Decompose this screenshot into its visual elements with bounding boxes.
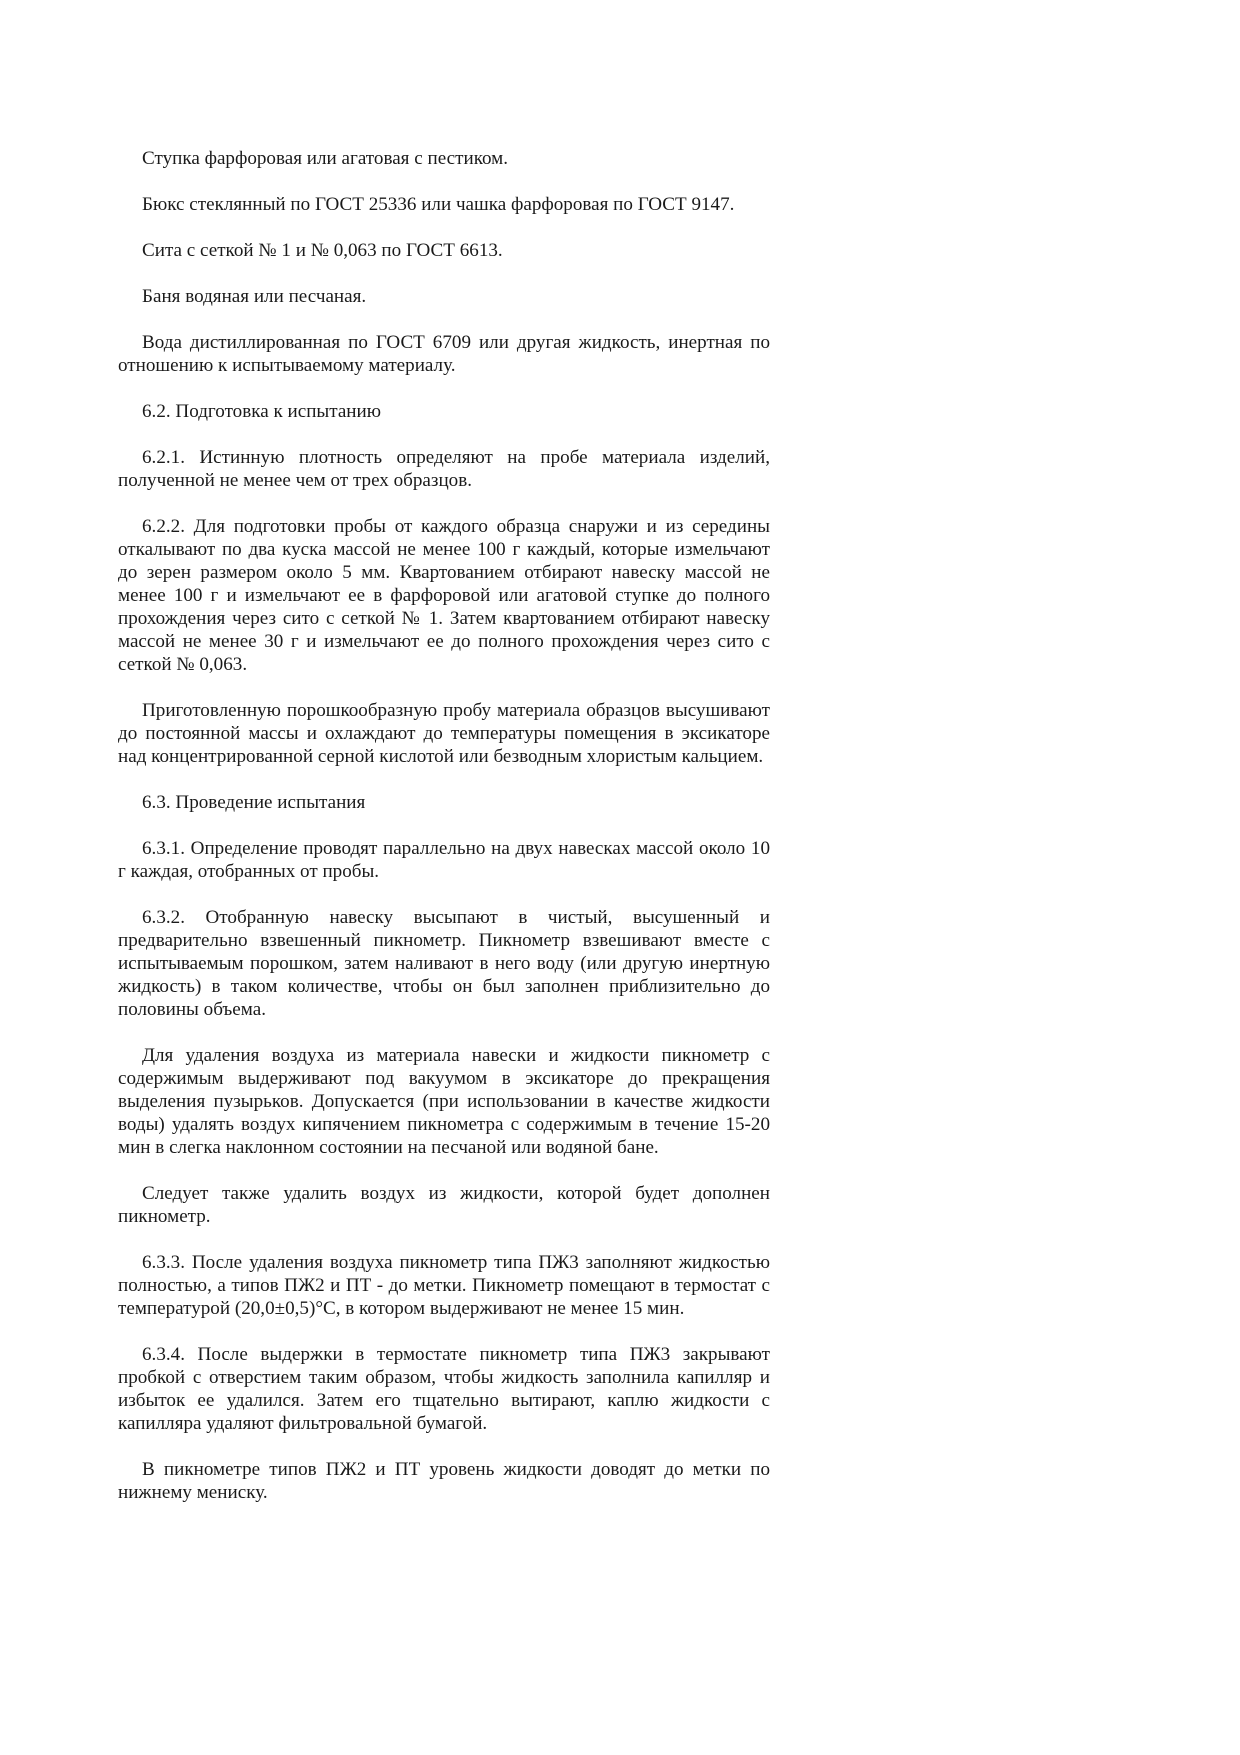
section-heading-6-2: 6.2. Подготовка к испытанию — [142, 401, 381, 422]
paragraph-meniscus-level: В пикнометре типов ПЖ2 и ПТ уровень жидкости доводят до метки по нижнему мениску. — [118, 1459, 770, 1503]
paragraph-liquid-degassing: Следует также удалить воздух из жидкости, которой будет дополнен пикнометр. — [118, 1183, 770, 1227]
paragraph-equipment-weighing-bottle: Бюкс стеклянный по ГОСТ 25336 или чашка фарфоровая по ГОСТ 9147. — [142, 194, 735, 215]
section-heading-6-3: 6.3. Проведение испытания — [142, 792, 366, 813]
paragraph-equipment-sieves: Сита с сеткой № 1 и № 0,063 по ГОСТ 6613. — [142, 240, 503, 261]
paragraph-6-2-1: 6.2.1. Истинную плотность определяют на пробе материала изделий, полученной не менее чем от трех образцов. — [118, 447, 770, 491]
paragraph-air-removal: Для удаления воздуха из материала навески и жидкости пикнометр с содержимым выдерживают под вакуумом в эксикаторе до прекращения выделения пузырьков. Допускается (при использовании в качестве жидкости воды) удалять воздух кипячением пикнометра с содержимым в течение 15-20 мин в слегка наклонном состоянии на песчаной или водяной бане. — [118, 1045, 770, 1158]
paragraph-equipment-mortar: Ступка фарфоровая или агатовая с пестиком. — [142, 148, 509, 169]
document-page — [118, 147, 770, 1527]
paragraph-6-2-2: 6.2.2. Для подготовки пробы от каждого образца снаружи и из середины откалывают по два куска массой не менее 100 г каждый, которые измельчают до зерен размером около 5 мм. Квартованием отбирают навеску массой не менее 100 г и измельчают ее в фарфоровой или агатовой ступке до полного прохождения через сито с сеткой № 1. Затем квартованием отбирают навеску массой не менее 30 г и измельчают ее до полного прохождения через сито с сеткой № 0,063. — [118, 516, 770, 675]
paragraph-sample-drying: Приготовленную порошкообразную пробу материала образцов высушивают до постоянной массы и охлаждают до температуры помещения в эксикаторе над концентрированной серной кислотой или безводным хлористым кальцием. — [118, 700, 770, 767]
paragraph-6-3-3: 6.3.3. После удаления воздуха пикнометр типа ПЖ3 заполняют жидкостью полностью, а типов ПЖ2 и ПТ - до метки. Пикнометр помещают в термостат с температурой (20,0±0,5)°С, в котором выдерживают не менее 15 мин. — [118, 1252, 770, 1319]
paragraph-equipment-bath: Баня водяная или песчаная. — [142, 286, 367, 307]
paragraph-6-3-1: 6.3.1. Определение проводят параллельно на двух навесках массой около 10 г каждая, отобранных от пробы. — [118, 838, 770, 882]
paragraph-6-3-4: 6.3.4. После выдержки в термостате пикнометр типа ПЖ3 закрывают пробкой с отверстием таким образом, чтобы жидкость заполнила капилляр и избыток ее удалился. Затем его тщательно вытирают, каплю жидкости с капилляра удаляют фильтровальной бумагой. — [118, 1344, 770, 1434]
paragraph-6-3-2: 6.3.2. Отобранную навеску высыпают в чистый, высушенный и предварительно взвешенный пикнометр. Пикнометр взвешивают вместе с испытываемым порошком, затем наливают в него воду (или другую инертную жидкость) в таком количестве, чтобы он был заполнен приблизительно до половины объема. — [118, 907, 770, 1020]
paragraph-equipment-water: Вода дистиллированная по ГОСТ 6709 или другая жидкость, инертная по отношению к испытываемому материалу. — [118, 332, 770, 376]
